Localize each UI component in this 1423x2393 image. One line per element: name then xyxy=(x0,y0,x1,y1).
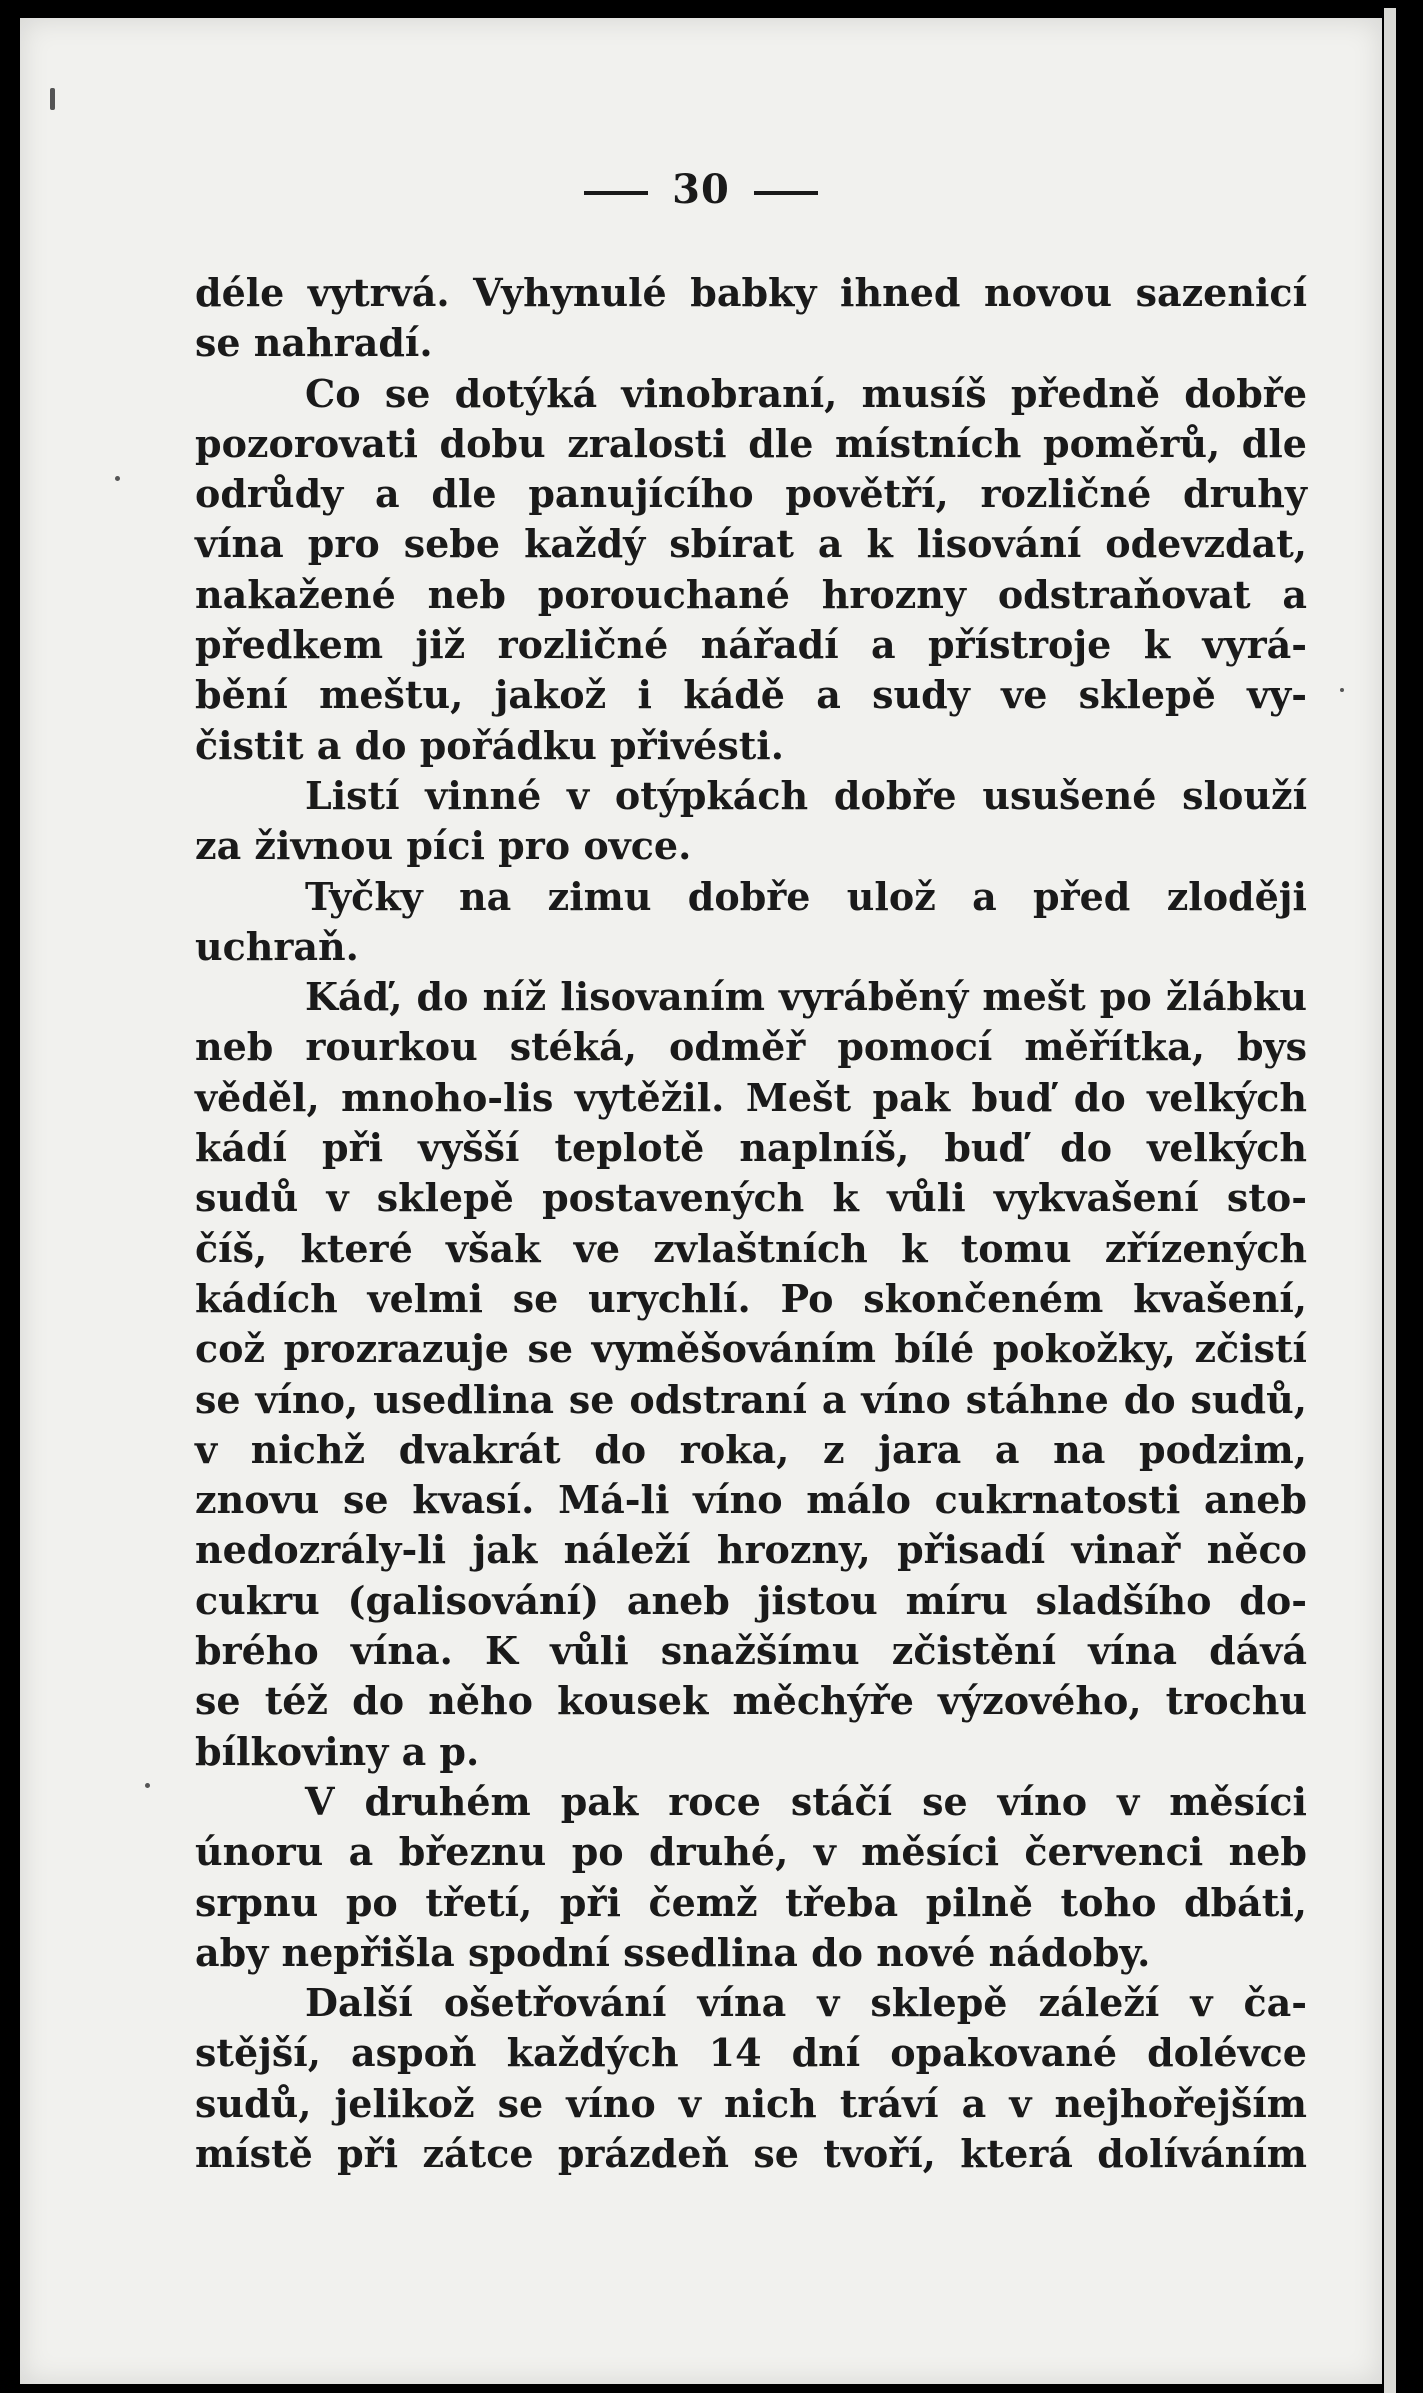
text-line: Káď, do níž lisovaním vyráběný mešt po žlábku xyxy=(305,974,1307,1020)
text-line: čistit a do pořádku přivésti. xyxy=(195,722,784,768)
text-line: Další ošetřování vína v sklepě záleží v ča- xyxy=(305,1980,1307,2026)
paper-speck xyxy=(115,476,120,481)
text-line: nedozrály-li jak náleží hrozny, přisadí vinař něco xyxy=(195,1527,1307,1573)
text-line: srpnu po třetí, při čemž třeba pilně toho dbáti, xyxy=(195,1879,1307,1925)
page-number xyxy=(20,166,1382,213)
text-line: se nahradí. xyxy=(195,320,433,366)
page-number-dash-left xyxy=(584,191,648,195)
text-line: sudů, jelikož se víno v nich tráví a v nejhořejším xyxy=(195,2080,1307,2126)
text-line: odrůdy a dle panujícího povětří, rozličné druhy xyxy=(195,471,1307,517)
text-line: místě při zátce prázdeň se tvoří, která dolíváním xyxy=(195,2130,1307,2176)
body-text xyxy=(195,268,1307,2179)
text-line: sudů v sklepě postavených k vůli vykvašení sto- xyxy=(195,1175,1307,1221)
text-line: bílkoviny a p. xyxy=(195,1728,480,1774)
text-line: bění meštu, jakož i kádě a sudy ve sklepě vy- xyxy=(195,672,1307,718)
text-line: Tyčky na zimu dobře ulož a před zloději xyxy=(305,873,1307,919)
text-line: uchraň. xyxy=(195,923,359,969)
text-line: kádích velmi se urychlí. Po skončeném kvašení, xyxy=(195,1275,1307,1321)
text-line: stější, aspoň každých 14 dní opakované dolévce xyxy=(195,2030,1307,2076)
text-line: nakažené neb porouchané hrozny odstraňovat a xyxy=(195,571,1307,617)
page-number-text: 30 xyxy=(672,166,730,213)
text-line: za živnou píci pro ovce. xyxy=(195,823,692,869)
text-line: předkem již rozličné nářadí a přístroje k vyrá- xyxy=(195,622,1307,668)
text-line: kádí při vyšší teplotě naplníš, buď do velkých xyxy=(195,1125,1307,1171)
text-line: Co se dotýká vinobraní, musíš předně dobře xyxy=(305,370,1307,416)
text-line: vína pro sebe každý sbírat a k lisování odevzdat, xyxy=(195,521,1307,567)
page-edge xyxy=(1384,8,1396,2393)
text-line: Listí vinné v otýpkách dobře usušené slouží xyxy=(305,772,1307,818)
text-line: číš, které však ve zvlaštních k tomu zřízených xyxy=(195,1225,1307,1271)
text-line: se víno, usedlina se odstraní a víno stáhne do sudů, xyxy=(195,1376,1307,1422)
text-line: neb rourkou stéká, odměř pomocí měřítka, bys xyxy=(195,1024,1307,1070)
paper-speck xyxy=(1340,688,1344,692)
paper-speck xyxy=(145,1783,150,1788)
text-line: cukru (galisování) aneb jistou míru sladšího do- xyxy=(195,1577,1307,1623)
book-page xyxy=(20,18,1382,2384)
text-line: V druhém pak roce stáčí se víno v měsíci xyxy=(305,1778,1307,1824)
text-line: únoru a březnu po druhé, v měsíci červenci neb xyxy=(195,1829,1307,1875)
text-line: pozorovati dobu zralosti dle místních poměrů, dle xyxy=(195,420,1307,466)
text-line: v nichž dvakrát do roka, z jara a na podzim, xyxy=(195,1426,1307,1472)
text-line: znovu se kvasí. Má-li víno málo cukrnatosti aneb xyxy=(195,1477,1307,1523)
text-line: se též do něho kousek měchýře výzového, trochu xyxy=(195,1678,1307,1724)
text-line: což prozrazuje se vyměšováním bílé pokožky, zčistí xyxy=(195,1326,1307,1372)
text-line: věděl, mnoho-lis vytěžil. Mešt pak buď do velkých xyxy=(195,1074,1307,1120)
paper-speck xyxy=(50,88,55,110)
text-line: déle vytrvá. Vyhynulé babky ihned novou sazenicí xyxy=(195,270,1307,315)
text-line: aby nepřišla spodní ssedlina do nové nádoby. xyxy=(195,1929,1151,1975)
text-line: brého vína. K vůli snažšímu zčistění vína dává xyxy=(195,1628,1307,1674)
page-number-dash-right xyxy=(754,191,818,195)
